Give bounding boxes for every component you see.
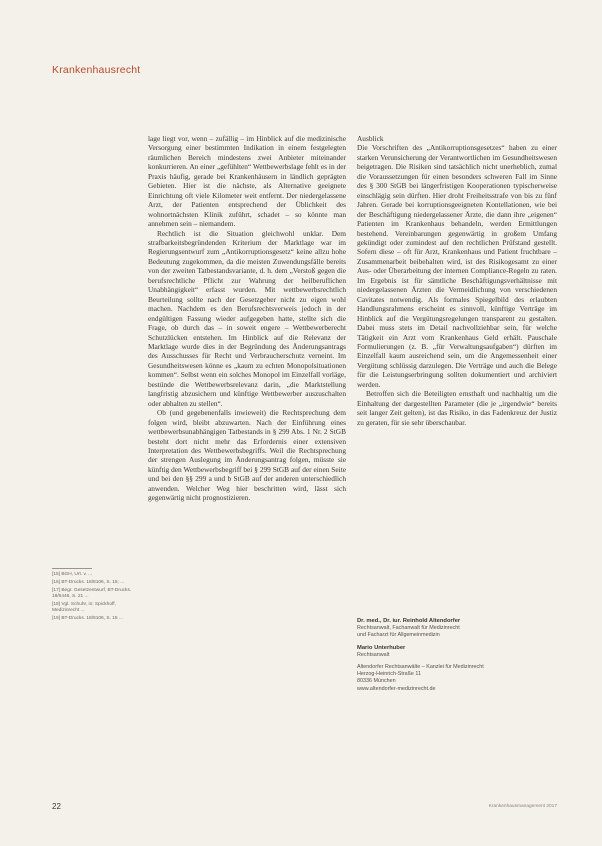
author-line: Rechtsanwalt, Fachanwalt für Medizinrecht	[357, 625, 460, 632]
address-line: 80336 München	[357, 678, 396, 685]
footnote: [18] Vgl. Schuhr, in: Spickhoff, Medizinrecht ...	[52, 601, 116, 613]
address-line: Altendorfer Rechtsanwälte – Kanzlei für Medizinrecht	[357, 664, 484, 671]
author-name: Dr. med., Dr. iur. Reinhold Altendorfer	[357, 618, 461, 624]
author-name: Mario Unterhuber	[357, 644, 406, 651]
address-line: Herzog-Heinrich-Straße 11	[357, 671, 422, 678]
author	[357, 645, 557, 659]
footnote: [16] BT-Drucks. 18/8106, S. 15; ...	[52, 579, 125, 585]
body-column-left	[148, 134, 346, 503]
page-number: 22	[52, 802, 61, 811]
footnote: [19] BT-Drucks. 18/8106, S. 15 ...	[52, 615, 123, 621]
footnote-rule	[52, 568, 92, 569]
subheading: Ausblick	[357, 134, 384, 143]
author	[357, 618, 557, 640]
body-column-right	[357, 134, 557, 427]
footnote: [15] BGH, Urt. v. ...	[52, 572, 93, 577]
address-line: www.altendorfer-medizinrecht.de	[357, 685, 436, 692]
author-block	[357, 618, 557, 698]
footnote: [17] Begr. Gesetzentwurf, BT-Drucks. 18/6446, S. 21 ...	[52, 587, 132, 599]
author-line: und Facharzt für Allgemeinmedizin	[357, 632, 440, 639]
paragraph: Betroffen sich die Beteiligten ernsthaft und nachhaltig um die Einhaltung der dargestellten Parameter (die je „irgendwie“ bereits seit langer Zeit gelten), ist das Risiko, in das Fadenkreuz der Justiz zu geraten, für sie sehr überschaubar.	[357, 389, 557, 427]
paragraph: Ob (und gegebenenfalls inwieweit) die Rechtsprechung dem folgen wird, bleibt abzuwarten. Nach der Einführung eines wettbewerbsunabhängigen Tatbestands in § 299 Abs. 1 Nr. 2 StGB besteht dort nicht mehr das Erfordernis einer extensiven Interpretation des Wettbewerbsbegriffs. Weil die Rechtsprechung der strengen Auslegung im Änderungsantrag folgen, müsste sie künftig den Wettbewerbsbegriff bei § 299 StGB auf der einen Seite und bei den §§ 299 a und b StGB auf der anderen unterschiedlich anwenden. Welcher Weg hier beschritten wird, lässt sich gegenwärtig nicht prognostizieren.	[148, 408, 346, 503]
journal-footer: Krankenhausmanagement 2017	[488, 804, 557, 809]
author-line: Rechtsanwalt	[357, 651, 390, 658]
section-title: Krankenhausrecht	[52, 64, 141, 76]
paragraph: Rechtlich ist die Situation gleichwohl unklar. Dem strafbarkeitsbegründenden Kriterium der Marktlage war im Regierungsentwurf zum „Antikorruptionsgesetz“ keine allzu hohe Bedeutung zugekommen, da die meisten Zuwendungsfälle bereits von der zweiten Tatbestandsvariante, d. h. dem „Verstoß gegen die berufsrechtliche Pflicht zur Wahrung der heilberuflichen Unabhängigkeit“ erfasst wurden. Mit wettbewerbsrechtlich Beurteilung sollte nach der Gesetzgeber nicht zu eigen wohl machen. Nachdem es den Berufsrechtsverweis jedoch in der endgültigen Fassung wieder aufgegeben hatte, stellte sich die Frage, ob durch das – in soweit engere – Wettbewerberecht Schutzlücken entstehen. Im Hinblick auf die Relevanz der Marktlage wurde dies in der Begründung des Änderungsantrags des Ausschusses für Recht und Verbraucherschutz verneint. Im Gesundheitswesen könne es „kaum zu echten Monopolsituationen kommen“. Selbst wenn ein solches Monopol im Einzelfall vorläge, bestünde die Wettbewerbsrelevanz darin, „die Marktstellung langfristig abzusichern und künftige Wettbewerber auszuschalten oder abhalten zu stellen“.	[148, 228, 346, 408]
footnotes	[52, 568, 138, 623]
author-address	[357, 664, 557, 693]
paragraph: lage liegt vor, wenn – zufällig – im Hinblick auf die medizinische Versorgung einer bestimmten Indikation in einem festgelegten räumlichen Bereich mindestens zwei Anbieter miteinander konkurrieren. An einer „gefühlten“ Wettbewerbslage fehlt es in der Praxis häufig, gerade bei Krankenhäusern in ländlich geprägten Gebieten. Hier ist die nächste, als Alternative geeignete Einrichtung oft viele Kilometer weit entfernt. Der niedergelassene Arzt, der Patienten entsprechend der Üblichkeit des wohnortnächsten Klinik zuführt, schadet – so könnte man annehmen sein – niemandem.	[148, 134, 346, 229]
paragraph: Die Vorschriften des „Antikorruptionsgesetzes“ haben zu einer starken Verunsicherung der Verantwortlichen im Gesundheitswesen beigetragen. Die Risiken sind tatsächlich nicht unerheblich, zumal die Voraussetzungen für einen besonders schweren Fall im Sinne des § 300 StGB bei längerfristigen Kooperationen typischerweise einschlägig sein dürften. Hier droht Freiheitsstrafe von bis zu fünf Jahren. Gerade bei korruptionsgeeigneten Kontellationen, wie bei der Beschäftigung niedergelassener Ärzte, die dann ihre „eigenen“ Patienten im Krankenhaus behandeln, werden Ermittlungen bestehend. Vereinbarungen gegenwärtig in großem Umfang gekündigt oder zumindest auf den rechtlichen Prüfstand gestellt. Sofern diese – oft für Arzt, Krankenhaus und Patient fruchtbare – Zusammenarbeit beibehalten wird, ist des Risikogesamt zu einer Aus- oder Überarbeitung der internen Compliance-Regeln zu raten. Im Ergebnis ist für sämtliche Beschäftigungsverhältnisse mit niedergelassenen Ärzten die Vermeidlichung von verschiedenen Cavitates notwendig. Als formales Spiegelbild des erlaubten Handlungsrahmens erscheint es sinnvoll, künftige Verträge im Hinblick auf die Vergütungsregelungen transparent zu gestalten. Dabei muss stets im Detail nachvollziehbar sein, für welche Tätigkeit ein Arzt vom Krankenhaus Geld erhält. Pauschale Formulierungen (z. B. „für Verwaltungsaufgaben“) dürften im Einzelfall kaum ausreichend sein, um die Angemessenheit einer Vergütung schlüssig darzulegen. Die Verträge und auch die Belege für die Leistungserbringung sollten dokumentiert und archiviert werden.	[357, 143, 557, 389]
